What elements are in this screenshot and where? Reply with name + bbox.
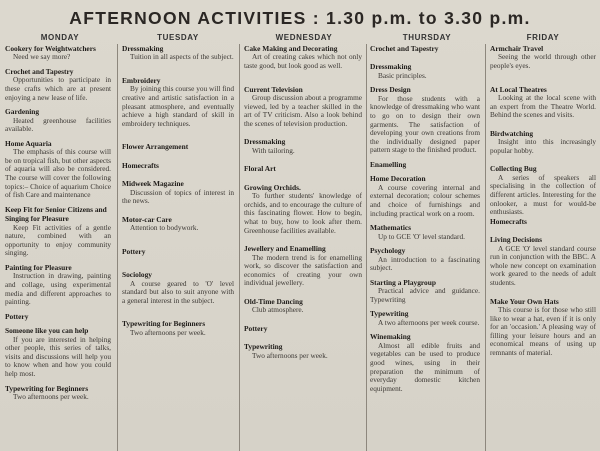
course-entry [122, 319, 234, 337]
course-description: Heated greenhouse facilities available. [5, 115, 111, 134]
course-title: Home Decoration [370, 174, 426, 184]
course-entry [5, 205, 111, 258]
course-title: Make Your Own Hats [490, 296, 559, 306]
course-entry [370, 332, 480, 393]
course-entry [370, 278, 480, 305]
course-entry [244, 183, 362, 235]
course-description: Group discussion about a programme viewed, led by a teacher skilled in the art of TV criticism. Also a look behind the scenes of television production. [244, 93, 362, 128]
course-entry [122, 76, 234, 128]
course-title: Painting for Pleasure [5, 262, 72, 272]
course-title: Keep Fit for Senior Citizens and Singing for Pleasure [5, 204, 107, 224]
course-title: Mathematics [370, 223, 412, 233]
course-description: For those students with a knowledge of dressmaking who want to go on to design their own garments. The satisfaction of developing your own creations from the individually designed paper pattern stage to the finished product. [370, 93, 480, 155]
course-entry [5, 384, 111, 402]
course-entry [5, 44, 111, 62]
course-description: Tuition in all aspects of the subject. [130, 52, 234, 62]
course-title: Enamelling [370, 159, 407, 169]
course-description: Two afternoons per week. [130, 327, 206, 337]
course-title: Pottery [244, 323, 268, 333]
course-description: The emphasis of this course will be on tropical fish, but other aspects of aquaria will also be considered. The course will cover the following topics:– Choice of aquarium Choice of fish Care and maintenance [5, 147, 111, 200]
course-description: Two afternoons per week. [252, 350, 328, 360]
course-description: Attention to bodywork. [130, 223, 199, 233]
day-header-tuesday: TUESDAY [157, 33, 199, 42]
course-description: Opportunities to participate in these crafts which are at present enjoying a new lease of life. [5, 75, 111, 102]
course-title: Pottery [5, 311, 29, 321]
course-title: Dressmaking [122, 44, 164, 53]
course-description: Keep Fit activities of a gentle nature, combined with an opportunity to enjoy community singing. [5, 222, 111, 258]
course-title: Living Decisions [490, 235, 542, 245]
course-entry [122, 161, 234, 170]
course-entry [244, 137, 362, 155]
course-title: Old-Time Dancing [244, 296, 303, 306]
column-divider [239, 44, 240, 451]
course-description: Two afternoons per week. [13, 391, 89, 401]
column-divider [485, 44, 486, 451]
course-title: Dressmaking [244, 137, 286, 147]
course-description: Seeing the world through other people's eyes. [490, 52, 596, 70]
course-entry [370, 62, 480, 80]
course-entry [5, 326, 111, 378]
course-entry [122, 270, 234, 305]
course-title: Birdwatching [490, 128, 534, 138]
course-description: To further students' knowledge of orchids, and to encourage the culture of this fascinating flower. How to begin, what to buy, how to look after them. Greenhouse facilities available. [244, 191, 362, 235]
course-title: Embroidery [122, 76, 161, 85]
course-title: Midweek Magazine [122, 179, 184, 189]
course-description: Up to GCE 'O' level standard. [378, 231, 465, 241]
course-description: With tailoring. [252, 145, 295, 155]
course-entry [490, 235, 596, 287]
course-entry [122, 179, 234, 206]
course-title: Home Aquaria [5, 138, 52, 148]
course-description: If you are interested in helping other people, this series of talks, visits and discussions will help you to know when and how you could help most. [5, 334, 111, 378]
course-description: Need we say more? [13, 52, 71, 62]
day-header-friday: FRIDAY [526, 33, 560, 42]
course-title: Jewellery and Enamelling [244, 244, 326, 254]
course-description: Club atmosphere. [252, 305, 304, 315]
course-entry [244, 244, 362, 288]
course-description: The modern trend is for enamelling work, so discover the satisfaction and economics of creating your own individual jewellery. [244, 252, 362, 288]
course-title: Winemaking [370, 332, 411, 342]
course-description: Almost all edible fruits and vegetables can be used to produce good wines, using in their preparation the minimum of everyday domestic kitchen equipment. [370, 340, 480, 393]
course-entry [244, 44, 362, 71]
course-entry [370, 44, 480, 53]
course-entry [370, 160, 480, 169]
course-description: Insight into this increasingly popular hobby. [490, 137, 596, 155]
course-title: Current Television [244, 84, 303, 94]
course-title: Homecrafts [122, 160, 159, 170]
column-wednesday [244, 44, 362, 451]
course-entry [122, 215, 234, 233]
course-entry [370, 246, 480, 273]
course-entry [5, 67, 111, 102]
course-entry [5, 107, 111, 134]
course-description: Instruction in drawing, painting and collage, using experimental media and different approaches to painting. [5, 271, 111, 307]
course-description: By joining this course you will find creative and artistic satisfaction in a pleasant atmosphere, and eventually achieve a high standard of skill in embroidery techniques. [122, 84, 234, 128]
course-description: A course covering internal and external decoration; colour schemes and choice of furnishings and including practical work on a room. [370, 182, 480, 218]
course-title: Dressmaking [370, 62, 412, 72]
course-entry [5, 139, 111, 200]
course-title: Armchair Travel [490, 44, 544, 53]
day-header-wednesday: WEDNESDAY [275, 33, 333, 42]
course-entry [244, 342, 362, 360]
course-entry [370, 174, 480, 218]
course-title: Psychology [370, 246, 406, 256]
course-description: A course geared to 'O' level standard but also to suit anyone with a general interest in the subject. [122, 278, 234, 305]
column-tuesday [122, 44, 234, 451]
course-title: Typewriting for Beginners [122, 319, 206, 329]
course-description: Discussion of topics of interest in the news. [122, 187, 234, 206]
course-title: Starting a Playgroup [370, 277, 436, 287]
course-description: Basic principles. [378, 70, 427, 80]
course-entry [5, 263, 111, 307]
course-title: Cake Making and Decorating [244, 44, 338, 53]
course-description: This course is for those who still like to wear a hat, even if it is only for an 'occasion.' A pleasing way of filling your leisure hours and an economical means of using up remnants of material. [490, 304, 596, 357]
course-entry [490, 129, 596, 156]
course-entry [370, 85, 480, 155]
course-title: At Local Theatres [490, 84, 547, 94]
course-title: Flower Arrangement [122, 142, 189, 152]
course-entry [244, 324, 362, 333]
course-title: Floral Art [244, 164, 276, 174]
course-title: Crochet and Tapestry [370, 44, 439, 53]
course-entry [370, 309, 480, 327]
course-title: Pottery [122, 246, 146, 256]
day-header-thursday: THURSDAY [402, 33, 452, 42]
column-monday [5, 44, 111, 451]
course-description: Art of creating cakes which not only taste good, but look good as well. [244, 52, 362, 70]
course-entry [5, 312, 111, 321]
course-entry [490, 217, 596, 226]
course-title: Collecting Bug [490, 164, 537, 174]
course-title: Typewriting [370, 309, 409, 319]
course-entry [490, 85, 596, 120]
course-title: Growing Orchids. [244, 182, 301, 192]
course-title: Crochet and Tapestry [5, 67, 74, 76]
column-divider [117, 44, 118, 451]
course-entry [370, 223, 480, 241]
course-title: Cookery for Weightwatchers [5, 44, 96, 53]
course-title: Sociology [122, 270, 152, 280]
course-description: Looking at the local scene with an expert from the Theatre World. Behind the scenes and visits. [490, 93, 596, 120]
course-title: Dress Design [370, 85, 411, 95]
course-entry [490, 164, 596, 216]
course-description: A series of speakers all specialising in the collection of different articles. Interesting for the onlooker, a must for would-be enthusiasts. [490, 172, 596, 217]
course-title: Typewriting [244, 342, 283, 352]
column-friday [490, 44, 596, 451]
course-entry [244, 297, 362, 315]
course-description: A GCE 'O' level standard course run in conjunction with the BBC. A whole new concept on examination work geared to the needs of adult students. [490, 243, 596, 287]
course-description: An introduction to a fascinating subject. [370, 254, 480, 273]
course-entry [122, 247, 234, 256]
course-title: Typewriting for Beginners [5, 383, 89, 393]
course-entry [122, 44, 234, 62]
course-entry [490, 297, 596, 358]
course-title: Homecrafts [490, 216, 527, 226]
course-entry [244, 85, 362, 129]
page-title: AFTERNOON ACTIVITIES : 1.30 p.m. to 3.30 p.m. [69, 8, 531, 28]
course-entry [122, 142, 234, 151]
course-title: Someone like you can help [5, 326, 89, 336]
course-description: A two afternoons per week course. [378, 317, 480, 327]
day-header-monday: MONDAY [40, 33, 80, 42]
column-thursday [370, 44, 480, 451]
course-description: Practical advice and guidance. Typewriting [370, 286, 480, 304]
course-entry [244, 164, 362, 173]
course-title: Motor-car Care [122, 214, 172, 224]
column-divider [366, 44, 367, 451]
course-entry [490, 44, 596, 71]
course-title: Gardening [5, 107, 40, 117]
